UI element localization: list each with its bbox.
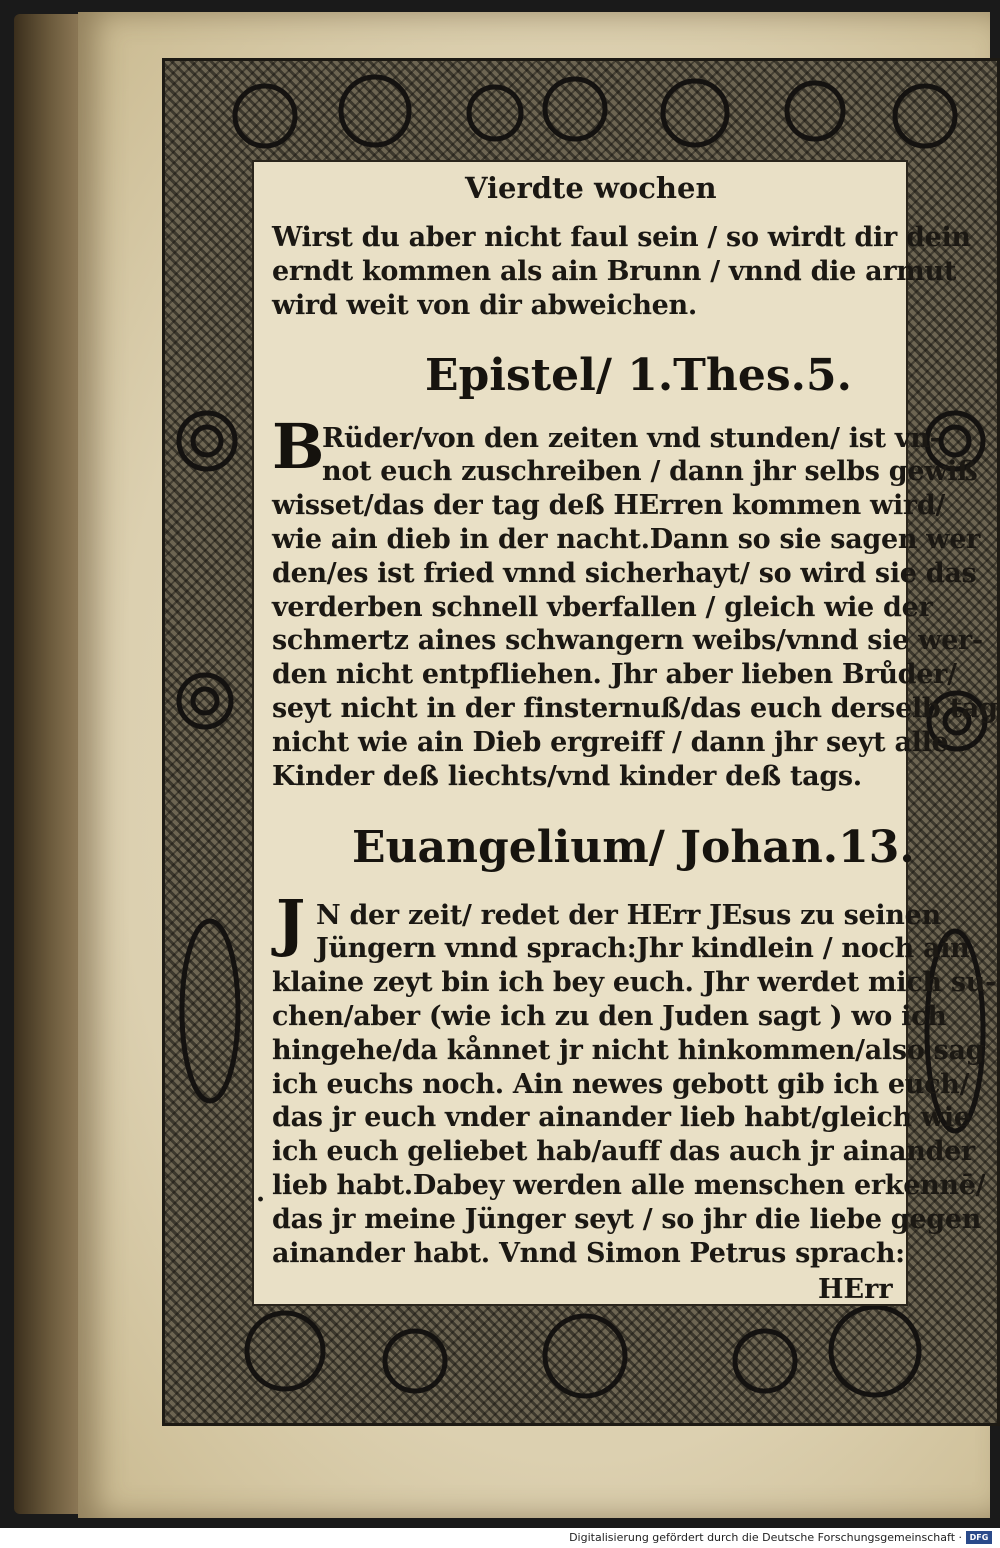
epistle-line: verderben schnell vberfallen / gleich wie der <box>272 592 933 623</box>
catchword: HErr <box>818 1274 893 1305</box>
gospel-heading: Euangelium/ Johan.13. <box>352 822 915 873</box>
gospel-line: das jr meine Jünger seyt / so jhr die liebe gegen <box>272 1204 982 1235</box>
gospel-line: ich euch geliebet hab/auff das auch jr ainander <box>272 1136 975 1167</box>
gospel-line: das jr euch vnder ainander lieb habt/gleich wie <box>272 1102 971 1133</box>
epistle-line: schmertz aines schwangern weibs/vnnd sie wer- <box>272 625 983 656</box>
gospel-line: klaine zeyt bin ich bey euch. Jhr werdet mich su- <box>272 967 996 998</box>
epistle-line: den/es ist fried vnnd sicherhayt/ so wird sie das <box>272 558 977 589</box>
gospel-line: Jüngern vnnd sprach:Jhr kindlein / noch ain <box>316 933 970 964</box>
epistle-line: wie ain dieb in der nacht.Dann so sie sagen wer <box>272 524 981 555</box>
epistle-line: den nicht entpfliehen. Jhr aber lieben Brůder/ <box>272 659 957 690</box>
dfg-logo[interactable]: DFG <box>966 1531 992 1544</box>
gospel-line: chen/aber (wie ich zu den Juden sagt ) wo ich <box>272 1001 947 1032</box>
epistle-line: Kinder deß liechts/vnd kinder deß tags. <box>272 761 862 792</box>
gospel-line: N der zeit/ redet der HErr JEsus zu seinen <box>316 900 941 931</box>
epistle-line: not euch zuschreiben / dann jhr selbs gewiß <box>322 456 978 487</box>
gospel-line: ich euchs noch. Ain newes gebott gib ich euch/ <box>272 1069 970 1100</box>
epistle-line: wisset/das der tag deß HErren kommen wird/ <box>272 490 945 521</box>
margin-mark: . <box>256 1178 266 1208</box>
footer-credit: Digitalisierung gefördert durch die Deutsche Forschungsgemeinschaft · <box>569 1531 962 1544</box>
intro-line: erndt kommen als ain Brunn / vnnd die armut <box>272 256 957 287</box>
gospel-line: ainander habt. Vnnd Simon Petrus sprach: <box>272 1238 905 1269</box>
epistle-line: seyt nicht in der finsternuß/das euch derselb tag <box>272 693 998 724</box>
epistle-heading: Epistel/ 1.Thes.5. <box>425 350 852 401</box>
gospel-line: hingehe/da kånnet jr nicht hinkommen/also sag <box>272 1035 985 1066</box>
gospel-line: lieb habt.Dabey werden alle menschen erkennē/ <box>272 1170 986 1201</box>
epistle-line: Rüder/von den zeiten vnd stunden/ ist vn- <box>322 423 941 454</box>
intro-line: wird weit von dir abweichen. <box>272 290 697 321</box>
running-head: Vierdte wochen <box>465 171 717 205</box>
intro-line: Wirst du aber nicht faul sein / so wirdt dir dein <box>272 222 971 253</box>
gospel-initial: J <box>276 886 306 959</box>
epistle-line: nicht wie ain Dieb ergreiff / dann jhr seyt alle <box>272 727 949 758</box>
epistle-initial: B <box>272 410 325 483</box>
